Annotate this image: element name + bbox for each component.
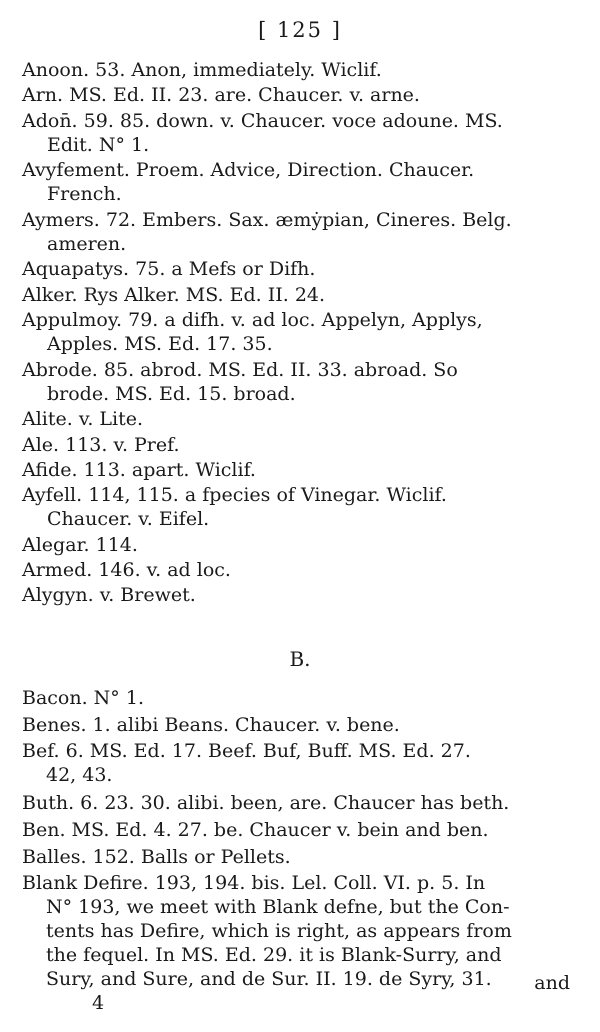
entry-headline: Aymers. 72. Embers. Sax. æmẏpian, Cineres. Belg. [22,208,512,231]
glossary-entry [22,818,562,842]
entry-continuation: Chaucer. v. Eifel. [47,508,210,531]
glossary-entry [22,158,562,206]
glossary-entry [22,871,562,991]
entry-headline: Aquapatys. 75. a Mefs or Difh. [22,258,316,281]
entry-continuation: 42, 43. [46,764,113,787]
entry-continuation: French. [47,183,122,206]
entry-headline: Buth. 6. 23. 30. alibi. been, are. Chaucer has beth. [22,792,510,815]
entry-headline: Bacon. N° 1. [22,687,144,709]
entry-headline: Ale. 113. v. Pref. [22,433,180,456]
signature-mark: 4 [92,992,105,1014]
glossary-entry [22,208,562,256]
section-b-heading: B. [289,647,311,671]
entry-continuation: ameren. [47,232,127,255]
glossary-entry [22,458,562,482]
entry-headline: Alite. v. Lite. [22,408,144,431]
entry-headline: Benes. 1. alibi Beans. Chaucer. v. bene. [22,713,400,736]
glossary-entry [22,58,562,82]
glossary-entry [22,713,562,737]
entry-continuation: the fequel. In MS. Ed. 29. it is Blank-Surry, and [46,944,502,967]
entry-headline: Armed. 146. v. ad loc. [22,559,231,581]
entry-headline: Alegar. 114. [22,533,138,556]
entry-continuation: brode. MS. Ed. 15. broad. [47,382,296,405]
catchword: and [534,972,570,994]
entry-continuation: Edit. N° 1. [47,133,150,156]
glossary-entry [22,358,562,406]
glossary-entry [22,308,562,356]
entry-headline: Abrode. 85. abrod. MS. Ed. II. 33. abroad. So [22,358,458,381]
glossary-entry [22,407,562,431]
entry-headline: Bef. 6. MS. Ed. 17. Beef. Buf, Buff. MS. Ed. 27. [22,740,471,763]
page-number: [ 125 ] [258,18,342,42]
entry-headline: Balles. 152. Balls or Pellets. [22,845,291,868]
entry-headline: Afide. 113. apart. Wiclif. [22,458,256,481]
entry-headline: Alygyn. v. Brewet. [22,584,196,607]
glossary-entry [22,257,562,281]
entry-headline: Avyfement. Proem. Advice, Direction. Chaucer. [22,159,475,182]
entry-headline: Adon̄. 59. 85. down. v. Chaucer. voce adoune. MS. [22,109,503,132]
glossary-entry [22,583,562,607]
glossary-entry [22,83,562,107]
entry-continuation: tents has Defire, which is right, as appears from [46,920,512,943]
glossary-entry [22,533,562,557]
glossary-entry [22,791,562,815]
glossary-entry [22,483,562,531]
glossary-entry [22,109,562,157]
entry-headline: Anoon. 53. Anon, immediately. Wiclif. [22,59,382,81]
glossary-entry [22,283,562,307]
glossary-entry [22,558,562,582]
glossary-entry [22,686,562,710]
entry-headline: Alker. Rys Alker. MS. Ed. II. 24. [22,283,326,306]
glossary-entry [22,433,562,457]
entry-headline: Ayfell. 114, 115. a fpecies of Vinegar. Wiclif. [22,484,447,507]
glossary-entry [22,845,562,869]
entry-headline: Appulmoy. 79. a difh. v. ad loc. Appelyn, Applys, [22,309,483,331]
entry-continuation: Sury, and Sure, and de Sur. II. 19. de Syry, 31. [46,968,492,991]
entry-headline: Blank Defire. 193, 194. bis. Lel. Coll. VI. p. 5. In [22,872,486,895]
entry-continuation: N° 193, we meet with Blank defne, but the Con- [46,896,510,919]
entry-continuation: Apples. MS. Ed. 17. 35. [47,333,273,355]
entry-headline: Ben. MS. Ed. 4. 27. be. Chaucer v. bein and ben. [22,819,489,841]
glossary-entry [22,739,562,787]
entry-headline: Arn. MS. Ed. II. 23. are. Chaucer. v. arne. [22,84,420,107]
